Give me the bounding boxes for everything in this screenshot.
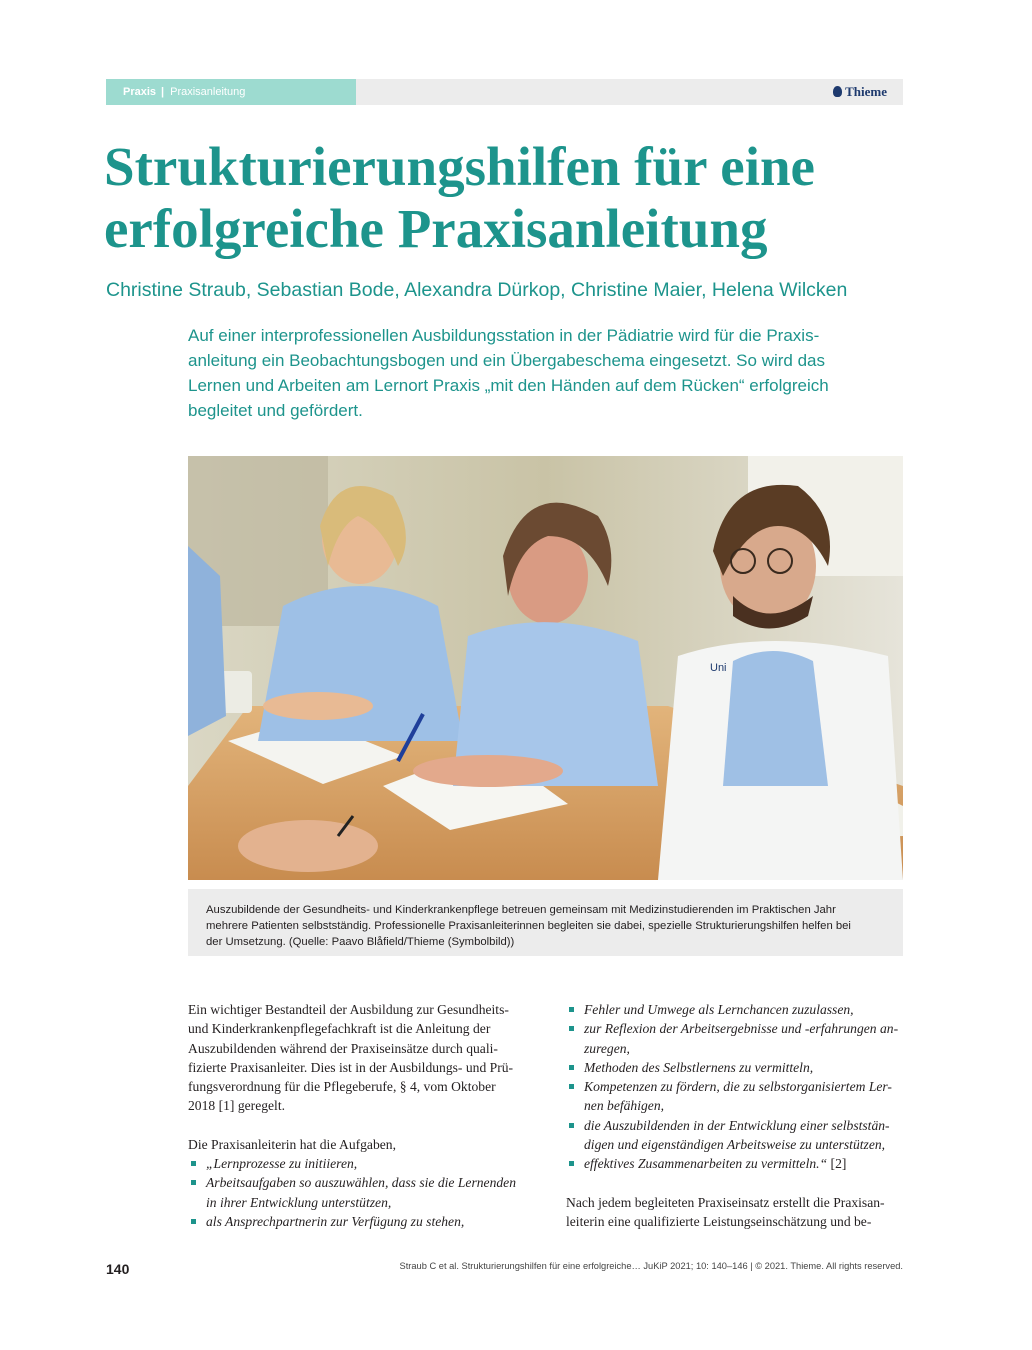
list-item-continuation [566,1135,906,1154]
photo-illustration [188,456,903,880]
list-item-text: zuregen, [584,1040,630,1056]
body-line: Auszubildenden während der Praxiseinsätze durch quali- [188,1040,498,1056]
list-item-continuation [188,1193,533,1212]
list-item-text: Fehler und Umwege als Lernchancen zuzulassen, [584,1002,854,1017]
photo-caption [188,889,903,956]
publisher-name: Thieme [845,84,887,99]
body-line: Ein wichtiger Bestandteil der Ausbildung zur Gesundheits- [188,1002,509,1017]
body-line: und Kinderkrankenpflegefachkraft ist die Anleitung der [188,1021,491,1037]
list-item-text: als Ansprechpartnerin zur Verfügung zu stehen, [206,1213,465,1229]
paragraph-gap [566,1174,906,1193]
caption-line: der Umsetzung. (Quelle: Paavo Blåfield/Thieme (Symbolbild)) [206,936,515,948]
footer-citation: Straub C et al. Strukturierungshilfen für eine erfolgreiche… JuKiP 2021; 10: 140–146 | © 2021. Thieme. All rights reserved. [399,1261,903,1271]
title-line: Strukturierungshilfen für eine [104,136,815,197]
list-item-continuation [566,1096,906,1115]
lead-line: anleitung ein Beobachtungsbogen und ein Übergabeschema eingesetzt. So wird das [188,351,826,370]
publisher-logo [833,79,887,105]
lead-line: Lernen und Arbeiten am Lernort Praxis „mit den Händen auf dem Rücken“ erfolgreich [188,376,829,395]
section-label: Praxis [123,86,157,98]
list-item [188,1154,533,1173]
list-item-text: digen und eigenständigen Arbeitsweise zu unterstützen, [584,1137,886,1153]
body-line: leiterin eine qualifizierte Leistungseinschätzung und be- [566,1213,872,1229]
list-item-text: effektives Zusammenarbeiten zu vermitteln.“ [584,1156,828,1172]
list-item [566,1019,906,1038]
title-line: erfolgreiche Praxisanleitung [104,198,768,259]
thieme-logo-icon [833,86,842,97]
list-item [566,1077,906,1096]
citation-ref: [2] [827,1156,847,1172]
paragraph-gap [188,1116,533,1135]
section-tab [106,79,356,105]
list-item [566,1116,906,1135]
list-item-text: die Auszubildenden in der Entwicklung einer selbststän- [584,1117,890,1133]
list-item-text: nen befähigen, [584,1098,665,1114]
body-line: 2018 [1] geregelt. [188,1098,286,1114]
list-item [566,1154,906,1173]
page-number: 140 [106,1261,130,1277]
body-line: Nach jedem begleiteten Praxiseinsatz erstellt die Praxisan- [566,1194,885,1210]
list-item-text: Methoden des Selbstlernens zu vermitteln, [584,1059,814,1075]
body-line: fungsverordnung für die Pflegeberufe, § 4, vom Oktober [188,1079,496,1095]
lead-line: Auf einer interprofessionellen Ausbildungsstation in der Pädiatrie wird für die Praxis- [188,326,820,345]
list-item [566,1058,906,1077]
list-item [566,1000,906,1019]
photo-badge-text: Uni [710,662,727,674]
body-line: Die Praxisanleiterin hat die Aufgaben, [188,1136,396,1152]
article-title [104,136,924,260]
lead-paragraph [188,323,868,423]
caption-line: mehrere Patienten selbstständig. Professionelle Praxisanleiterinnen begleiten sie dabei, spezielle Strukturierungshilfen helfen bei [206,920,851,932]
list-item [188,1212,533,1231]
list-item-text: „Lernprozesse zu initiieren, [206,1156,358,1172]
lead-line: begleitet und gefördert. [188,401,363,420]
caption-line: Auszubildende der Gesundheits- und Kinderkrankenpflege betreuen gemeinsam mit Medizinstudierenden im Praktischen Jahr [206,904,836,916]
list-item-text: Arbeitsaufgaben so auszuwählen, dass sie die Lernenden [206,1175,516,1191]
subsection-label: Praxisanleitung [170,86,246,98]
list-item-continuation [566,1039,906,1058]
list-item-text: in ihrer Entwicklung unterstützen, [206,1194,392,1210]
article-photo [188,456,903,880]
body-line: fizierte Praxisanleiter. Dies ist in der Ausbildungs- und Prü- [188,1059,514,1075]
running-header [106,79,903,105]
body-column-right [566,1000,906,1231]
list-item [188,1173,533,1192]
header-separator: | [161,86,165,98]
body-column-left [188,1000,533,1231]
author-list: Christine Straub, Sebastian Bode, Alexandra Dürkop, Christine Maier, Helena Wilcken [106,279,848,301]
list-item-text: zur Reflexion der Arbeitsergebnisse und -erfahrungen an- [584,1021,899,1037]
list-item-text: Kompetenzen zu fördern, die zu selbstorganisiertem Ler- [584,1079,892,1095]
